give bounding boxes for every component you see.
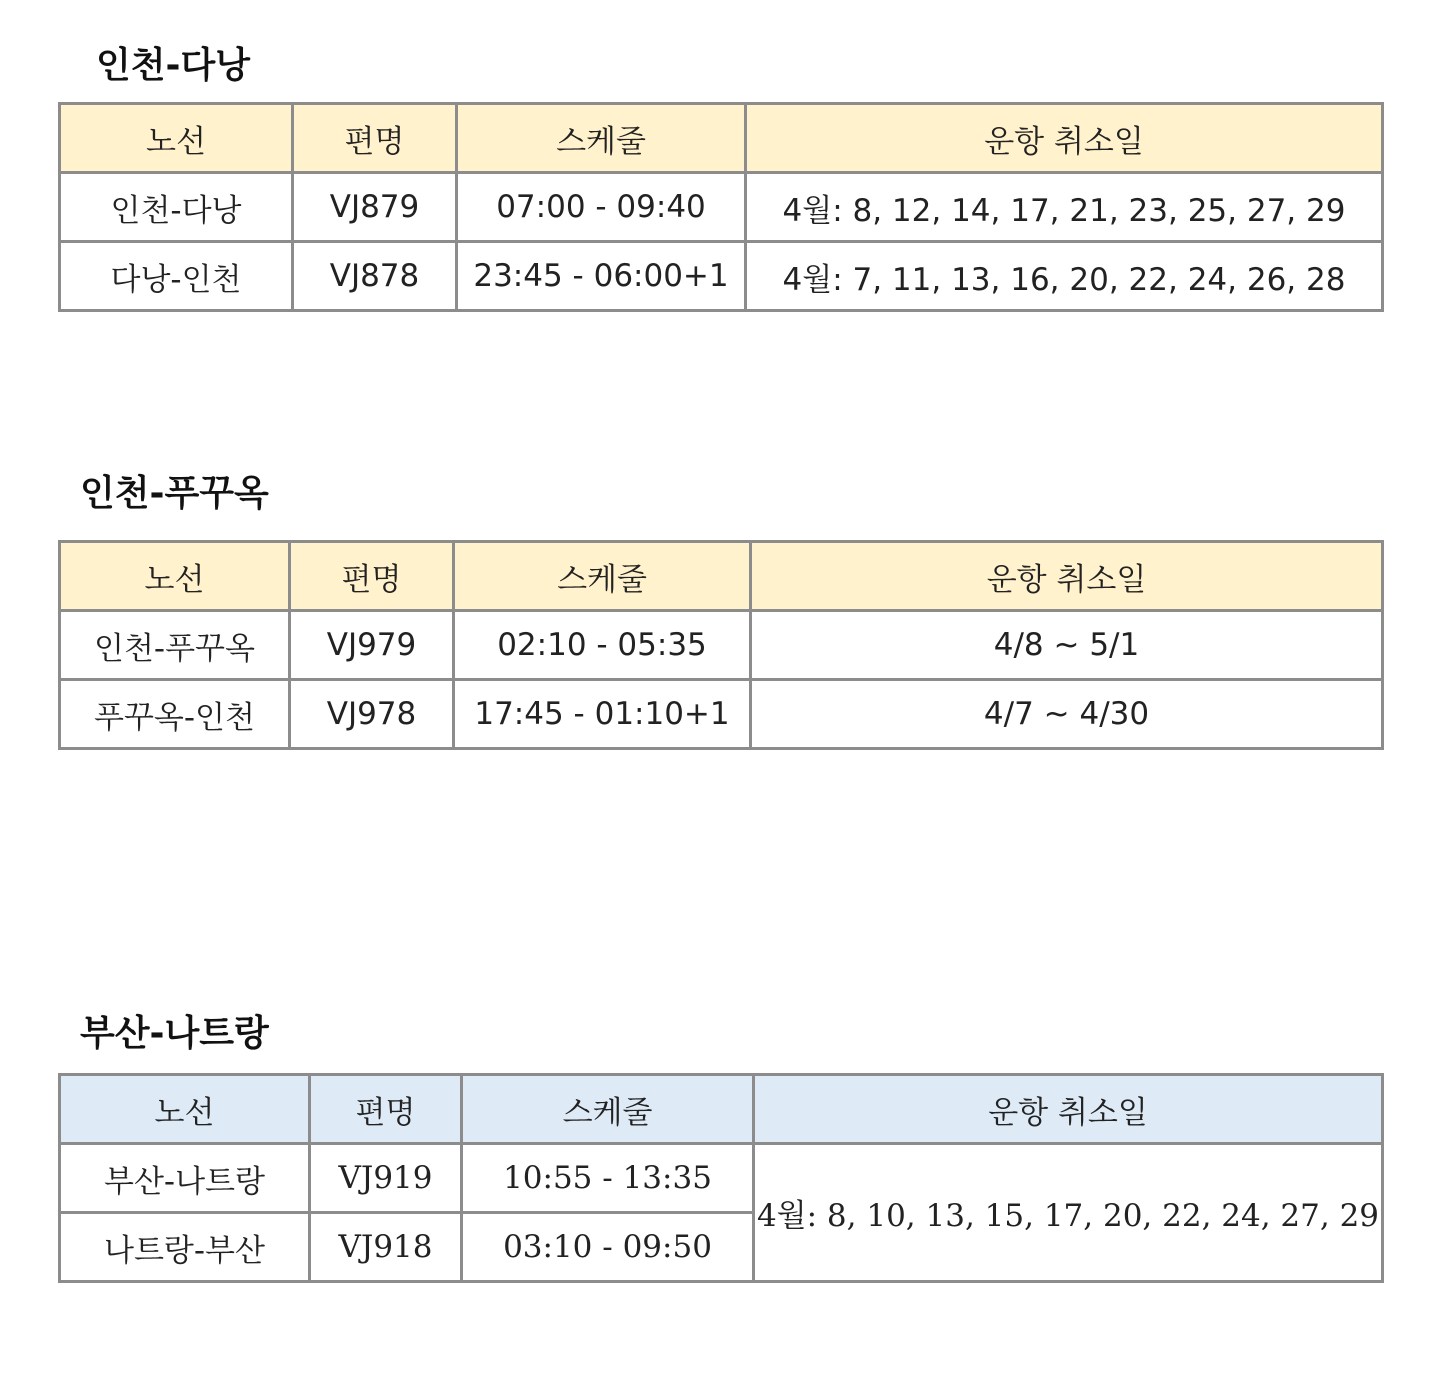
header-cancel-dates: 운항 취소일: [754, 1075, 1383, 1144]
table-header-row: [60, 104, 1383, 173]
cancel-dates-cell: 4월: 8, 12, 14, 17, 21, 23, 25, 27, 29: [746, 173, 1383, 242]
header-cancel-dates: 운항 취소일: [751, 542, 1383, 611]
cancel-dates-merged-cell: 4월: 8, 10, 13, 15, 17, 20, 22, 24, 27, 29: [754, 1144, 1383, 1282]
header-flight: 편명: [290, 542, 454, 611]
section-title-incheon-phuquoc: 인천-푸꾸옥: [80, 473, 269, 514]
route-cell: 인천-다낭: [60, 173, 293, 242]
schedule-cell: 03:10 - 09:50: [462, 1213, 754, 1282]
table-header-row: [60, 542, 1383, 611]
route-cell: 나트랑-부산: [60, 1213, 310, 1282]
header-schedule: 스케줄: [457, 104, 746, 173]
flight-cell: VJ878: [293, 242, 457, 311]
schedule-table-incheon-phuquoc: [58, 540, 1384, 750]
header-schedule: 스케줄: [462, 1075, 754, 1144]
header-flight: 편명: [310, 1075, 462, 1144]
header-cancel-dates: 운항 취소일: [746, 104, 1383, 173]
header-flight: 편명: [293, 104, 457, 173]
flight-cell: VJ918: [310, 1213, 462, 1282]
section-title-busan-nhatrang: 부산-나트랑: [80, 1013, 269, 1054]
route-cell: 다낭-인천: [60, 242, 293, 311]
route-cell: 푸꾸옥-인천: [60, 680, 290, 749]
flight-cell: VJ879: [293, 173, 457, 242]
schedule-cell: 10:55 - 13:35: [462, 1144, 754, 1213]
route-cell: 부산-나트랑: [60, 1144, 310, 1213]
header-route: 노선: [60, 542, 290, 611]
flight-cell: VJ978: [290, 680, 454, 749]
flight-cell: VJ919: [310, 1144, 462, 1213]
schedule-cell: 17:45 - 01:10+1: [454, 680, 751, 749]
table-row: [60, 680, 1383, 749]
table-header-row: [60, 1075, 1383, 1144]
table-row: [60, 611, 1383, 680]
schedule-table-busan-nhatrang: [58, 1073, 1384, 1283]
header-route: 노선: [60, 104, 293, 173]
table-row: [60, 242, 1383, 311]
schedule-cell: 23:45 - 06:00+1: [457, 242, 746, 311]
cancel-dates-cell: 4/8 ~ 5/1: [751, 611, 1383, 680]
cancel-dates-cell: 4월: 7, 11, 13, 16, 20, 22, 24, 26, 28: [746, 242, 1383, 311]
header-route: 노선: [60, 1075, 310, 1144]
schedule-cell: 02:10 - 05:35: [454, 611, 751, 680]
table-row: [60, 1144, 1383, 1213]
schedule-table-incheon-danang: [58, 102, 1384, 312]
cancel-dates-cell: 4/7 ~ 4/30: [751, 680, 1383, 749]
section-title-incheon-danang: 인천-다낭: [96, 45, 251, 86]
flight-cell: VJ979: [290, 611, 454, 680]
header-schedule: 스케줄: [454, 542, 751, 611]
route-cell: 인천-푸꾸옥: [60, 611, 290, 680]
schedule-cell: 07:00 - 09:40: [457, 173, 746, 242]
table-row: [60, 173, 1383, 242]
